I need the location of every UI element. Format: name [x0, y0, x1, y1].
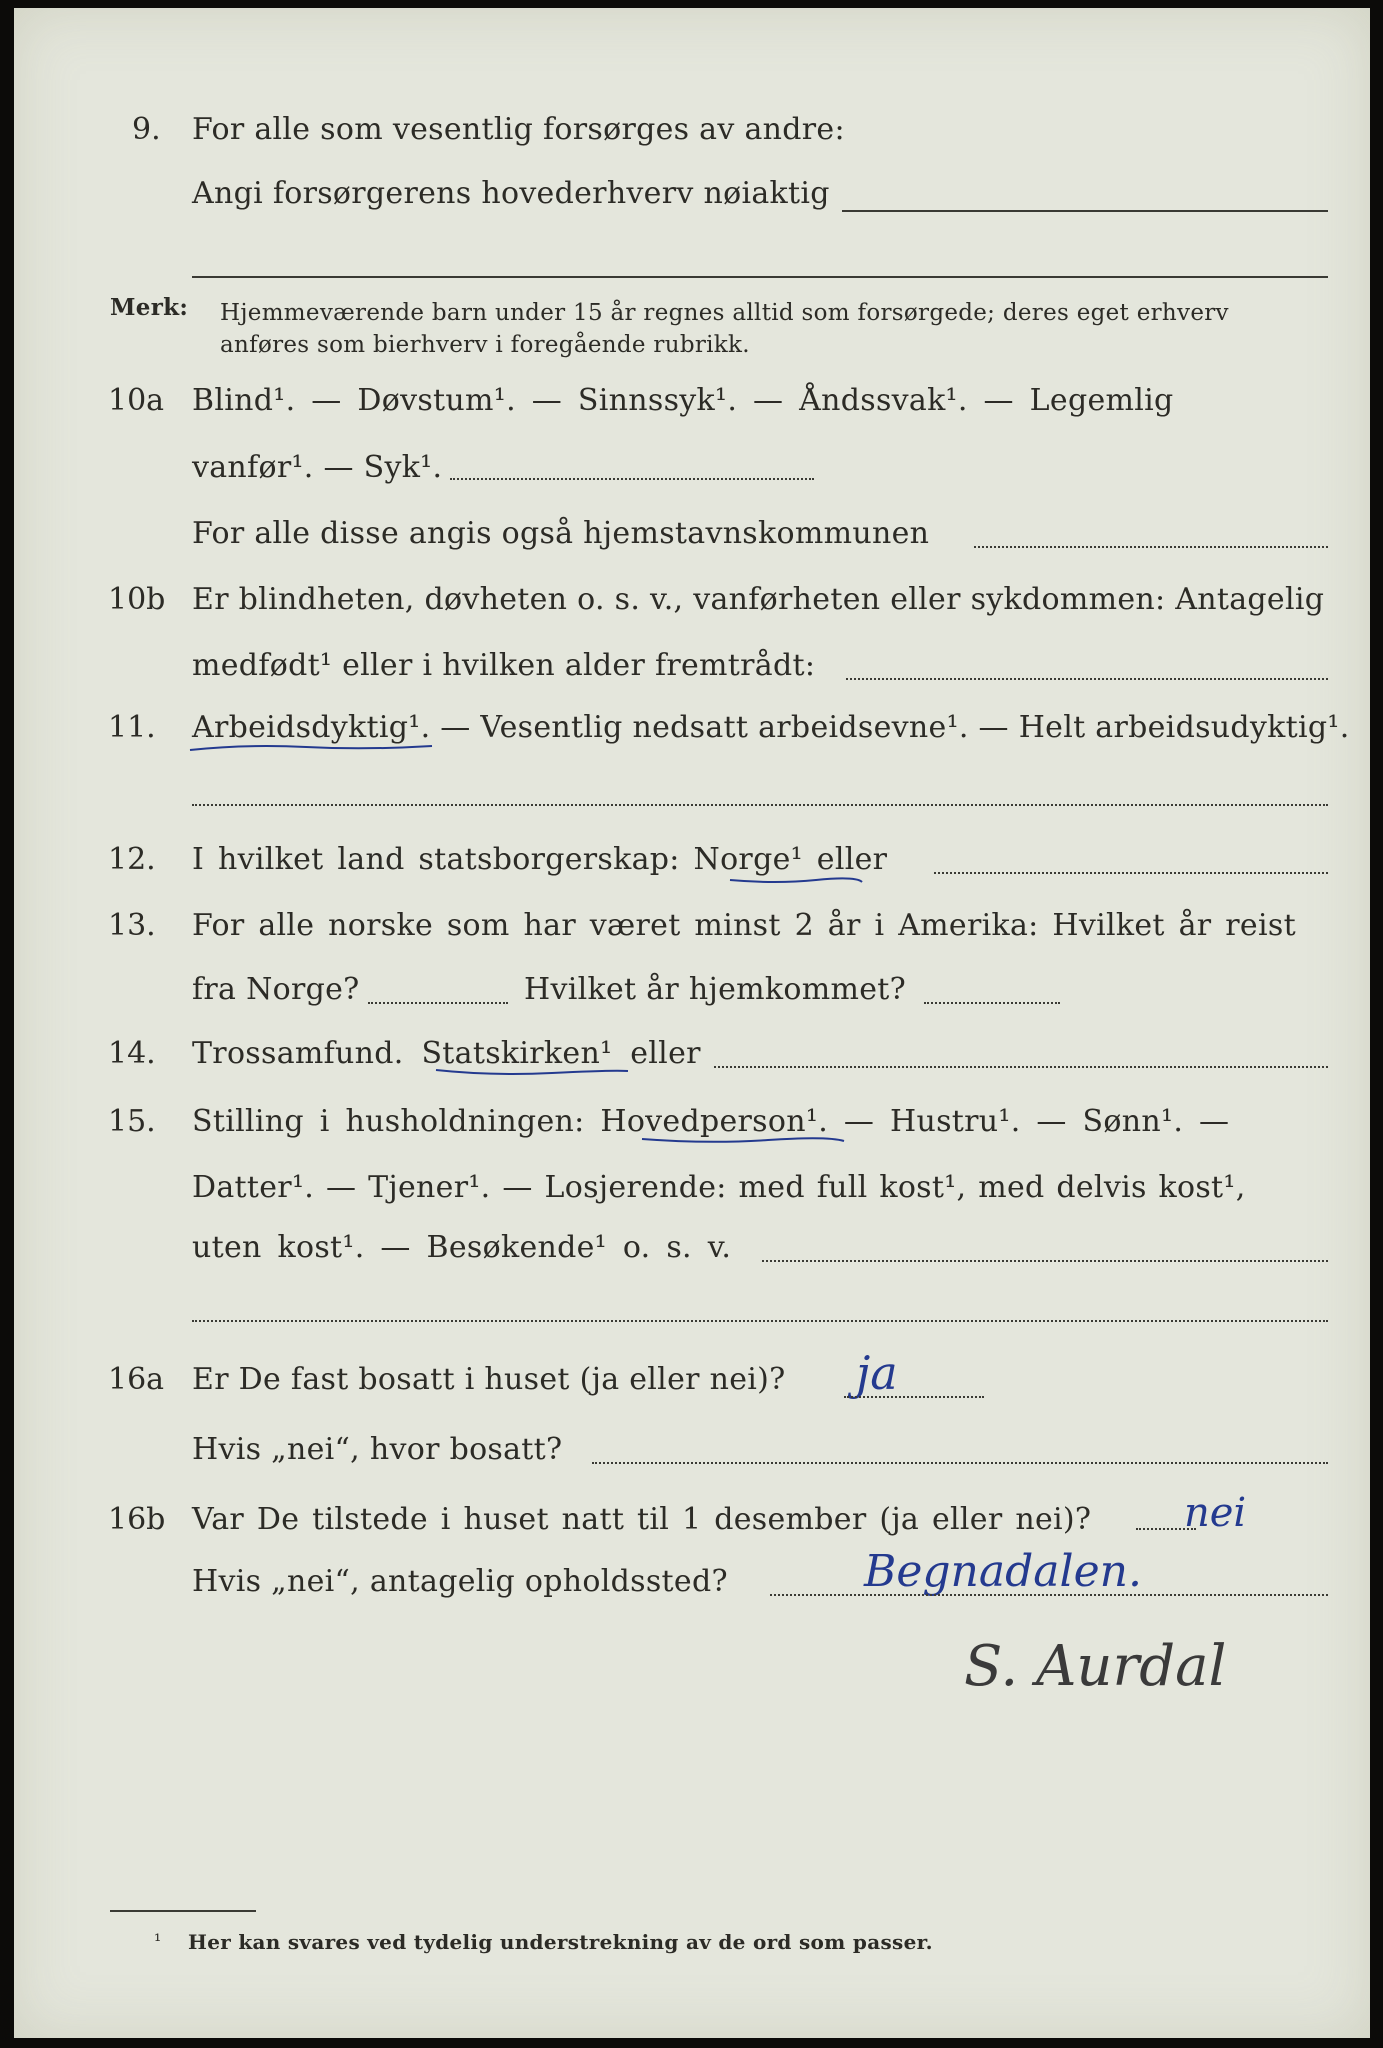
- note-label: Merk:: [110, 294, 189, 321]
- footnote-mark: ¹: [154, 1931, 162, 1952]
- question-10a-answer-line: [450, 478, 814, 480]
- note-text-line2: anføres som bierhverv i foregående rubrikk.: [220, 332, 750, 358]
- question-11-text: Arbeidsdyktig¹. — Vesentlig nedsatt arbeidsevne¹. — Helt arbeidsudyktig¹.: [192, 710, 1350, 745]
- question-13-text: For alle norske som har været minst 2 år i Amerika: Hvilket år reist: [192, 908, 1296, 943]
- note-text: Hjemmeværende barn under 15 år regnes alltid som forsørgede; deres eget erhverv: [220, 300, 1229, 326]
- question-15-text-line2: Datter¹. — Tjener¹. — Losjerende: med full kost¹, med delvis kost¹,: [192, 1170, 1246, 1205]
- question-15-answer-line: [762, 1260, 1328, 1262]
- question-14-text: Trossamfund. Statskirken¹ eller: [192, 1036, 701, 1071]
- census-form-page: [14, 8, 1370, 2038]
- question-13-number: 13.: [108, 908, 156, 943]
- question-12-answer-line: [934, 872, 1328, 874]
- question-10b-answer-line: [846, 678, 1328, 680]
- question-13-answer-line: [368, 1002, 508, 1004]
- question-10a-number: 10a: [108, 383, 165, 418]
- question-10b-text-line2: medfødt¹ eller i hvilken alder fremtrådt:: [192, 648, 816, 683]
- question-15-text: Stilling i husholdningen: Hovedperson¹. — Hustru¹. — Sønn¹. —: [192, 1104, 1230, 1139]
- question-16b-handwritten-answer: nei: [1184, 1490, 1247, 1536]
- question-10a-text-line3: For alle disse angis også hjemstavnskommunen: [192, 516, 930, 551]
- question-11-answer-line: [192, 804, 1328, 806]
- question-11-number: 11.: [108, 710, 156, 745]
- footnote-text: Her kan svares ved tydelig understrekning av de ord som passer.: [188, 1930, 933, 1954]
- footnote-rule: [110, 1910, 256, 1912]
- question-13-answer-line-2: [924, 1002, 1060, 1004]
- underline-statskirken: [432, 1066, 632, 1080]
- question-9-text-line2: Angi forsørgerens hovederhverv nøiaktig: [192, 176, 830, 211]
- question-10b-text: Er blindheten, døvheten o. s. v., vanførheten eller sykdommen: Antagelig: [192, 582, 1325, 617]
- question-9-answer-line-2: [192, 276, 1328, 278]
- question-16b-handwritten-place: Begnadalen.: [864, 1546, 1142, 1597]
- question-12-number: 12.: [108, 842, 156, 877]
- question-16a-answer-line: [844, 1396, 984, 1398]
- question-15-number: 15.: [108, 1104, 156, 1139]
- question-14-number: 14.: [108, 1036, 156, 1071]
- question-10a-answer-line-2: [974, 546, 1328, 548]
- question-16b-text-line2: Hvis „nei“, antagelig opholdssted?: [192, 1564, 728, 1599]
- question-9-number: 9.: [132, 112, 161, 147]
- underline-arbeidsdyktig: [186, 740, 436, 756]
- question-16a-number: 16a: [108, 1362, 165, 1397]
- question-16a-answer-line-2: [592, 1462, 1328, 1464]
- question-10b-number: 10b: [108, 582, 166, 617]
- question-9-text: For alle som vesentlig forsørges av andre:: [192, 112, 845, 147]
- question-13-text-line2: fra Norge?: [192, 972, 360, 1007]
- question-16a-text: Er De fast bosatt i huset (ja eller nei)?: [192, 1362, 786, 1397]
- question-10a-text: Blind¹. — Døvstum¹. — Sinnssyk¹. — Åndssvak¹. — Legemlig: [192, 383, 1174, 418]
- underline-hovedperson: [638, 1134, 848, 1148]
- question-16b-number: 16b: [108, 1502, 166, 1537]
- question-12-text: I hvilket land statsborgerskap: Norge¹ eller: [192, 842, 888, 877]
- question-16b-answer-line-2: [770, 1594, 1328, 1596]
- question-10a-text-line2: vanfør¹. — Syk¹.: [192, 450, 443, 485]
- question-16a-text-line2: Hvis „nei“, hvor bosatt?: [192, 1432, 563, 1467]
- question-15-text-line3: uten kost¹. — Besøkende¹ o. s. v.: [192, 1230, 732, 1265]
- question-9-answer-line: [842, 210, 1328, 212]
- question-16b-answer-line: [1136, 1528, 1196, 1530]
- question-14-answer-line: [714, 1066, 1328, 1068]
- question-16b-text: Var De tilstede i huset natt til 1 desember (ja eller nei)?: [192, 1502, 1092, 1537]
- question-13-text-line2b: Hvilket år hjemkommet?: [524, 972, 907, 1007]
- underline-norge: [726, 874, 866, 888]
- question-16a-handwritten-answer: ja: [856, 1346, 898, 1400]
- question-16b-handwritten-municipality: S. Aurdal: [964, 1634, 1227, 1699]
- question-15-answer-line-2: [192, 1320, 1328, 1322]
